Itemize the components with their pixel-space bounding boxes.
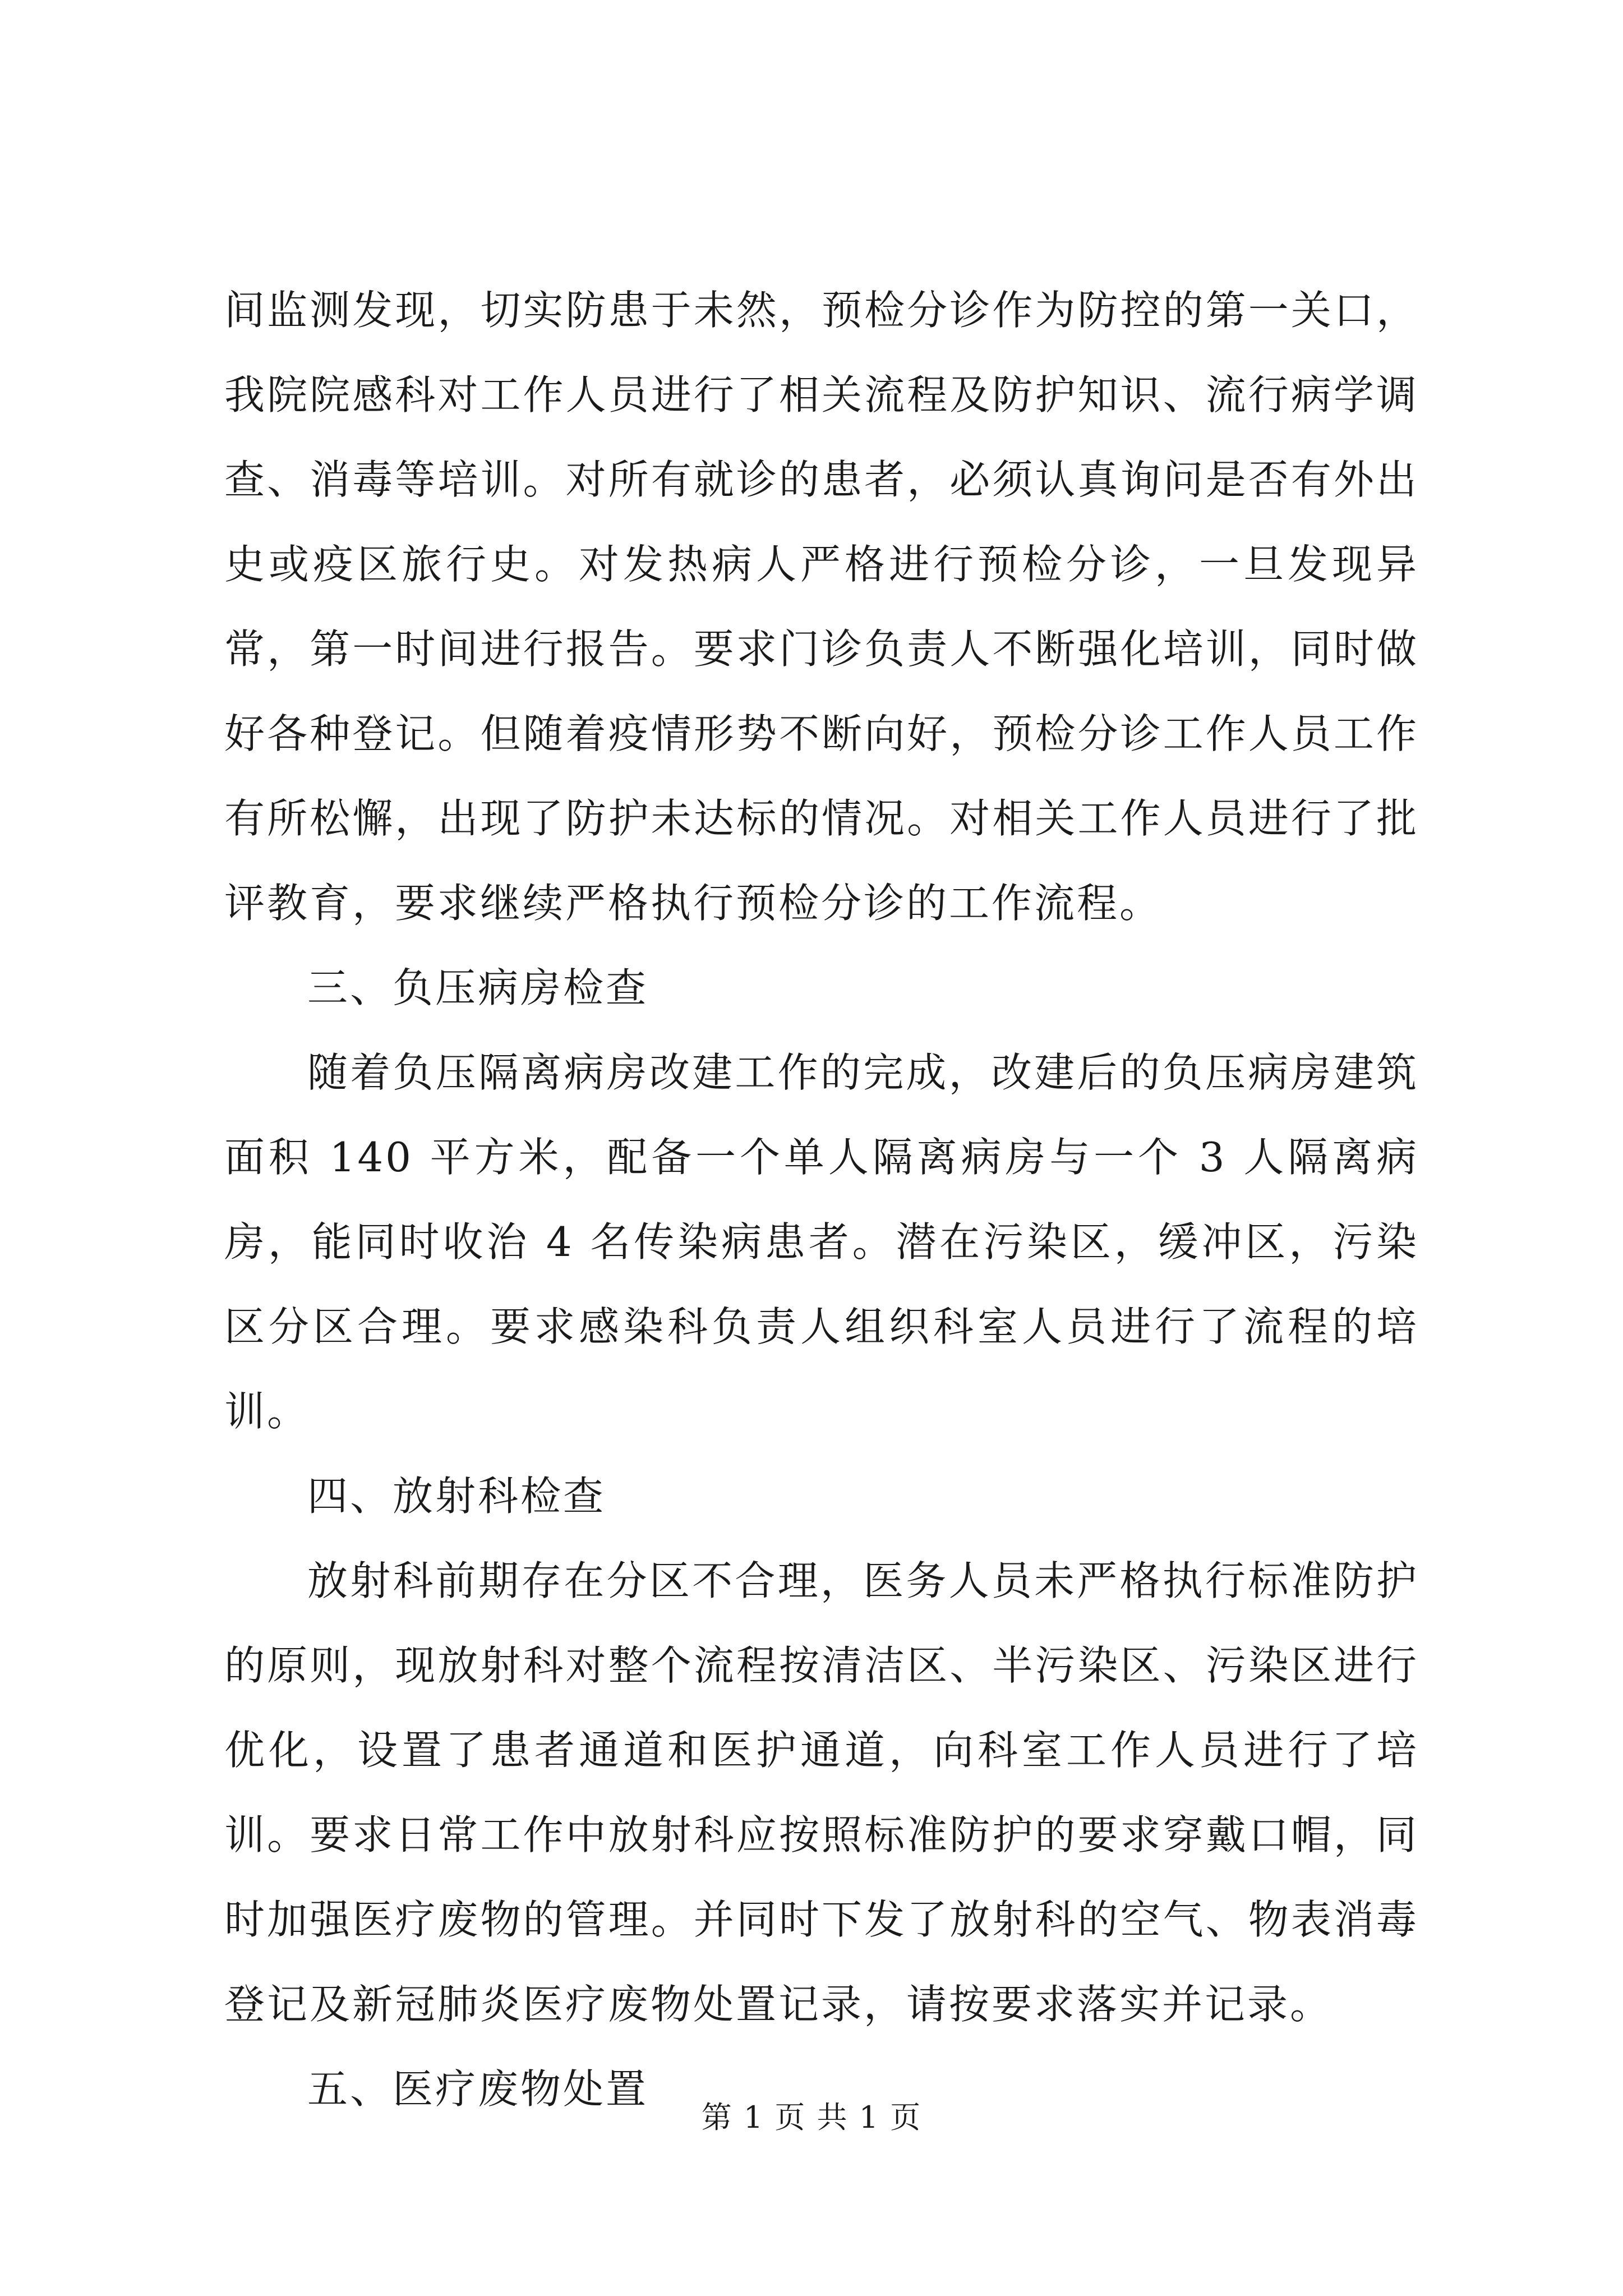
section-heading: 三、负压病房检查: [307, 964, 649, 1011]
page-footer: [0, 2098, 1623, 2137]
section-heading: 四、放射科检查: [307, 1473, 606, 1520]
page-number-label: 第 1 页 共 1 页: [701, 2100, 922, 2135]
section-heading: 五、医疗废物处置: [307, 2065, 649, 2113]
document-body: [224, 268, 1419, 2132]
body-paragraph: 随着负压隔离病房改建工作的完成，改建后的负压病房建筑面积 140 平方米，配备一个单人隔离病房与一个 3 人隔离病房，能同时收治 4 名传染病患者。潜在污染区，缓冲区，污染区分区合理。要求感染科负责人组织科室人员进行了流程的培训。: [224, 1049, 1419, 1435]
body-paragraph: 间监测发现，切实防患于未然，预检分诊作为防控的第一关口，我院院感科对工作人员进行了相关流程及防护知识、流行病学调查、消毒等培训。对所有就诊的患者，必须认真询问是否有外出史或疫区旅行史。对发热病人严格进行预检分诊，一旦发现异常，第一时间进行报告。要求门诊负责人不断强化培训，同时做好各种登记。但随着疫情形势不断向好，预检分诊工作人员工作有所松懈，出现了防护未达标的情况。对相关工作人员进行了批评教育，要求继续严格执行预检分诊的工作流程。: [224, 287, 1419, 927]
body-paragraph: 放射科前期存在分区不合理，医务人员未严格执行标准防护的原则，现放射科对整个流程按清洁区、半污染区、污染区进行优化，设置了患者通道和医护通道，向科室工作人员进行了培训。要求日常工作中放射科应按照标准防护的要求穿戴口帽，同时加强医疗废物的管理。并同时下发了放射科的空气、物表消毒登记及新冠肺炎医疗废物处置记录，请按要求落实并记录。: [224, 1557, 1419, 2028]
